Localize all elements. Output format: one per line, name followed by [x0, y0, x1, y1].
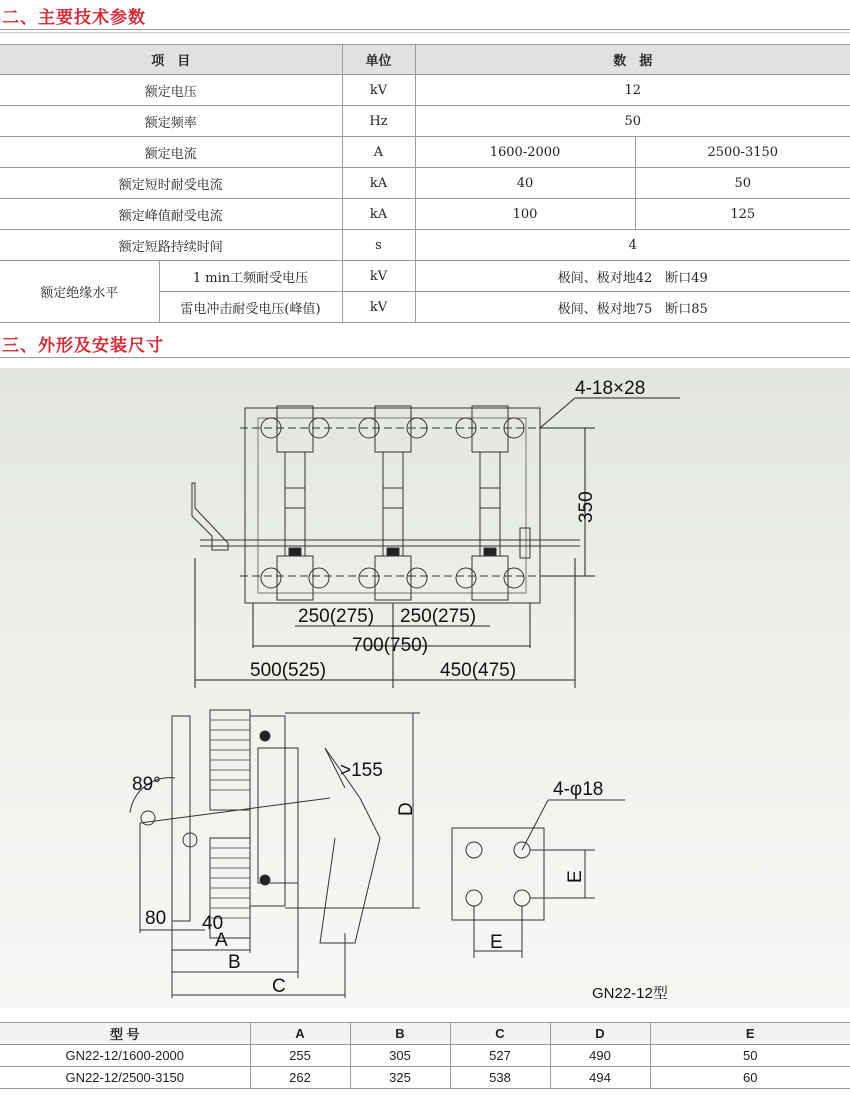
header-E: E — [650, 1023, 850, 1045]
row-unit: kA — [342, 168, 415, 199]
label-holes-top: 4-18×28 — [575, 378, 646, 399]
row-item: 额定频率 — [0, 106, 342, 137]
label-holes-side: 4-φ18 — [553, 779, 604, 800]
label-A: A — [215, 930, 228, 951]
pole-top-terminal — [277, 406, 313, 452]
inner-frame — [258, 418, 526, 593]
pole-clamp — [484, 548, 496, 556]
blade-housing — [258, 748, 298, 883]
table-header-row — [0, 45, 850, 75]
shaft-end — [520, 528, 530, 558]
row-item: 额定绝缘水平 — [0, 261, 159, 323]
cell-D: 494 — [550, 1067, 650, 1089]
header-data: 数 据 — [415, 45, 850, 75]
cell-E: 60 — [650, 1067, 850, 1089]
row-value: 4 — [415, 230, 850, 261]
row-subitem: 雷电冲击耐受电压(峰值) — [159, 292, 342, 323]
header-B: B — [350, 1023, 450, 1045]
label-E-horizontal: E — [490, 932, 503, 953]
pole-top-terminal — [375, 406, 411, 452]
row-value: 12 — [415, 75, 850, 106]
row-value: 1600-2000 — [415, 137, 635, 168]
pole-top-terminal — [472, 406, 508, 452]
cell-D: 490 — [550, 1045, 650, 1067]
row-unit: Hz — [342, 106, 415, 137]
section-title: 三、外形及安装尺寸 — [2, 336, 164, 356]
leader-holes — [540, 398, 575, 428]
table-row — [0, 261, 850, 292]
cell-E: 50 — [650, 1045, 850, 1067]
cell-model: GN22-12/1600-2000 — [0, 1045, 250, 1067]
cell-A: 262 — [250, 1067, 350, 1089]
pole-insulator — [359, 568, 379, 588]
mounting-hole — [466, 842, 482, 858]
divider — [0, 32, 850, 33]
header-C: C — [450, 1023, 550, 1045]
header-item: 项 目 — [0, 45, 342, 75]
pivot — [141, 811, 155, 825]
section-title: 二、主要技术参数 — [2, 8, 146, 28]
row-unit: kV — [342, 75, 415, 106]
table-row — [0, 199, 850, 230]
pole-insulator — [407, 568, 427, 588]
label-40: 40 — [202, 913, 224, 934]
row-unit: s — [342, 230, 415, 261]
table-row — [0, 106, 850, 137]
cell-A: 255 — [250, 1045, 350, 1067]
row-item: 额定短时耐受电流 — [0, 168, 342, 199]
row-unit: A — [342, 137, 415, 168]
label-C: C — [272, 976, 286, 997]
divider — [0, 29, 850, 30]
bolt — [260, 731, 270, 741]
row-item: 额定峰值耐受电流 — [0, 199, 342, 230]
pole-clamp — [387, 548, 399, 556]
cell-B: 325 — [350, 1067, 450, 1089]
label-250a: 250(275) — [298, 606, 375, 627]
cell-model: GN22-12/2500-3150 — [0, 1067, 250, 1089]
cell-C: 527 — [450, 1045, 550, 1067]
cell-C: 538 — [450, 1067, 550, 1089]
row-item: 额定电压 — [0, 75, 342, 106]
model-caption: GN22-12型 — [592, 985, 668, 1002]
header-D: D — [550, 1023, 650, 1045]
table-row — [0, 1067, 850, 1089]
parameters-table — [0, 44, 850, 323]
section-heading-params — [0, 0, 850, 30]
row-unit: kA — [342, 199, 415, 230]
pole-insulator — [309, 568, 329, 588]
table-header-row — [0, 1023, 850, 1045]
bolt — [260, 875, 270, 885]
label-450: 450(475) — [440, 660, 517, 681]
row-value: 125 — [635, 199, 850, 230]
header-unit: 单位 — [342, 45, 415, 75]
label-350: 350 — [576, 491, 597, 523]
table-row — [0, 137, 850, 168]
table-row — [0, 75, 850, 106]
label-D: D — [396, 802, 417, 816]
label-250b: 250(275) — [400, 606, 477, 627]
label-80: 80 — [145, 908, 167, 929]
section-heading-dimensions — [0, 328, 850, 358]
base-frame — [245, 408, 540, 603]
label-E-vertical: E — [565, 870, 586, 883]
label-700: 700(750) — [352, 635, 429, 656]
label-155: >155 — [340, 760, 383, 781]
header-A: A — [250, 1023, 350, 1045]
row-value: 极间、极对地75 断口85 — [415, 292, 850, 323]
table-row — [0, 1045, 850, 1067]
row-value: 40 — [415, 168, 635, 199]
row-item: 额定短路持续时间 — [0, 230, 342, 261]
pole-insulator — [504, 568, 524, 588]
mounting-hole — [466, 890, 482, 906]
row-unit: kV — [342, 261, 415, 292]
insulator-sheds — [210, 720, 250, 790]
cell-B: 305 — [350, 1045, 450, 1067]
drawing-svg — [0, 368, 850, 1008]
table-row — [0, 168, 850, 199]
insulator-sheds — [210, 848, 250, 918]
row-value: 100 — [415, 199, 635, 230]
mounting-plate — [452, 828, 544, 920]
pole-clamp — [289, 548, 301, 556]
row-unit: kV — [342, 292, 415, 323]
table-row — [0, 230, 850, 261]
pole-insulator — [261, 568, 281, 588]
dimensions-table — [0, 1022, 850, 1089]
row-value: 极间、极对地42 断口49 — [415, 261, 850, 292]
pole-insulator — [456, 568, 476, 588]
label-angle: 89° — [132, 774, 161, 795]
label-500: 500(525) — [250, 660, 327, 681]
row-item: 额定电流 — [0, 137, 342, 168]
row-subitem: 1 min工频耐受电压 — [159, 261, 342, 292]
link-rod — [140, 798, 330, 823]
label-B: B — [228, 952, 241, 973]
row-value: 50 — [635, 168, 850, 199]
divider — [0, 357, 850, 358]
dimension-drawing — [0, 368, 850, 1008]
row-value: 50 — [415, 106, 850, 137]
mounting-hole — [514, 890, 530, 906]
header-model: 型 号 — [0, 1023, 250, 1045]
row-value: 2500-3150 — [635, 137, 850, 168]
